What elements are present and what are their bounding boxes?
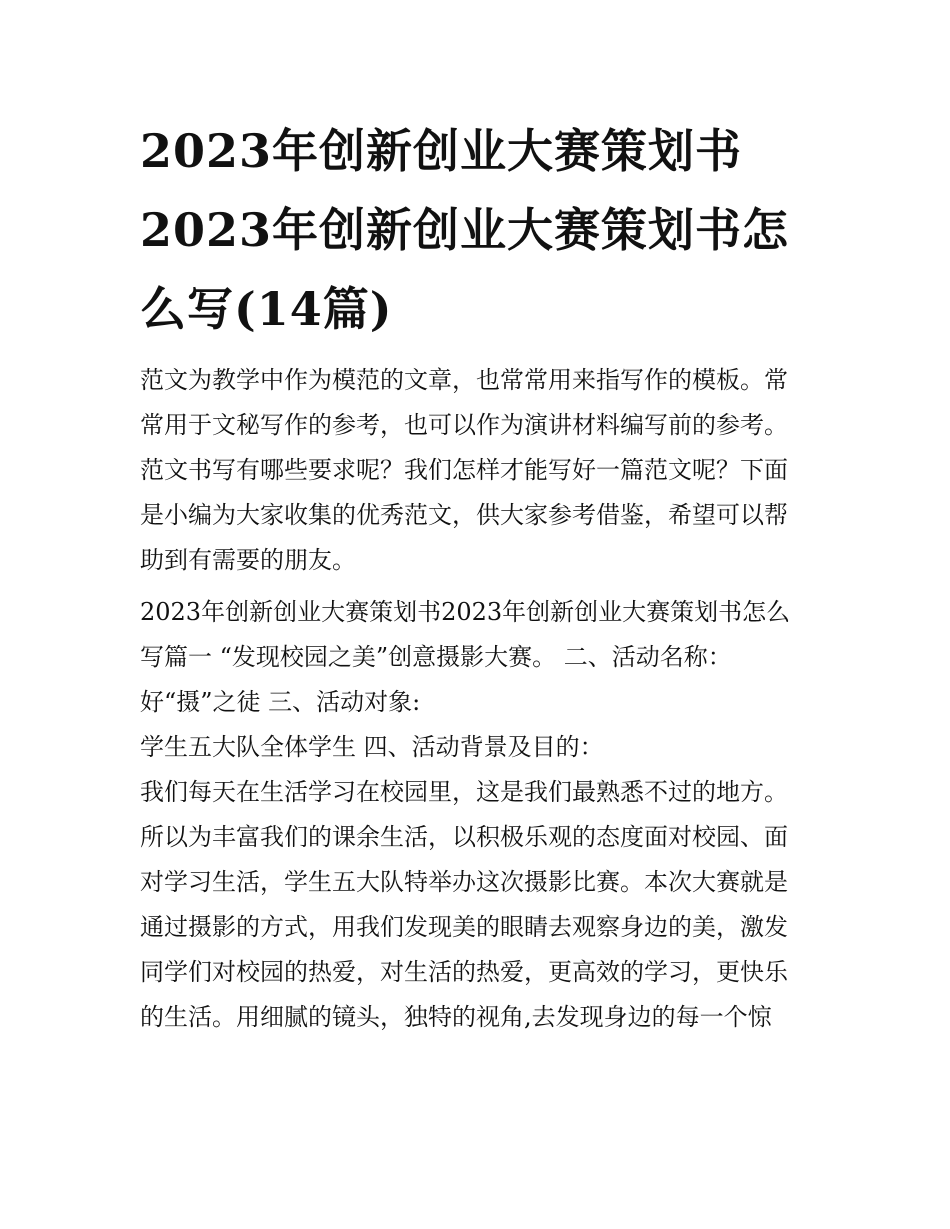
section-paragraph bbox=[140, 590, 820, 1040]
paragraph-line: 是小编为大家收集的优秀范文，供大家参考借鉴，希望可以帮 bbox=[140, 501, 788, 529]
paragraph-line: 同学们对校园的热爱，对生活的热爱，更高效的学习，更快乐 bbox=[140, 958, 788, 986]
paragraph-line: 的生活。用细腻的镜头，独特的视角,去发现身边的每一个惊 bbox=[140, 1003, 772, 1031]
paragraph-line: 范文书写有哪些要求呢？我们怎样才能写好一篇范文呢？下面 bbox=[140, 456, 788, 484]
paragraph-line: 我们每天在生活学习在校园里，这是我们最熟悉不过的地方。 bbox=[140, 778, 788, 806]
paragraph-line: 通过摄影的方式，用我们发现美的眼睛去观察身边的美，激发 bbox=[140, 913, 788, 941]
paragraph-gap bbox=[140, 583, 820, 590]
document-body bbox=[140, 358, 820, 1040]
paragraph-line: 好“摄”之徒 三、活动对象: bbox=[140, 688, 421, 716]
title-line: 2023年创新创业大赛策划书怎 bbox=[140, 203, 790, 257]
paragraph-line: 学生五大队全体学生 四、活动背景及目的： bbox=[140, 733, 604, 761]
paragraph-line: 常用于文秘写作的参考，也可以作为演讲材料编写前的参考。 bbox=[140, 411, 788, 439]
paragraph-line: 助到有需要的朋友。 bbox=[140, 546, 356, 574]
document-title bbox=[140, 112, 820, 349]
paragraph-line: 2023年创新创业大赛策划书2023年创新创业大赛策划书怎么 bbox=[140, 598, 791, 626]
paragraph-line: 对学习生活，学生五大队特举办这次摄影比赛。本次大赛就是 bbox=[140, 868, 788, 896]
paragraph-line: 所以为丰富我们的课余生活，以积极乐观的态度面对校园、面 bbox=[140, 823, 788, 851]
paragraph-line: 范文为教学中作为模范的文章，也常常用来指写作的模板。常 bbox=[140, 366, 788, 394]
title-line: 2023年创新创业大赛策划书 bbox=[140, 124, 743, 178]
paragraph-line: 写篇一 “发现校园之美”创意摄影大赛。 二、活动名称： bbox=[140, 643, 732, 671]
title-line: 么写(14篇) bbox=[140, 282, 393, 336]
intro-paragraph bbox=[140, 358, 820, 583]
